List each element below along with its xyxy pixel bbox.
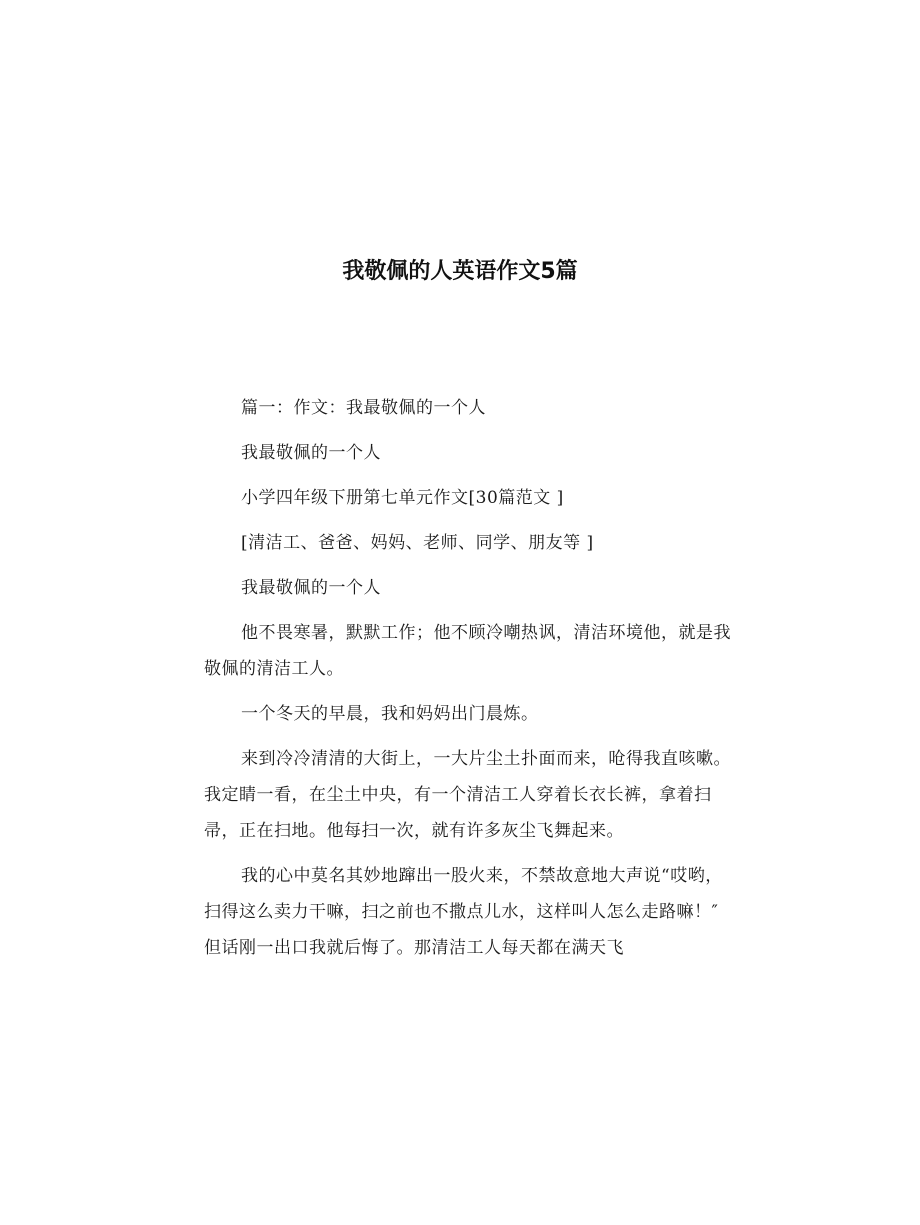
document-body xyxy=(204,390,740,975)
document-title: 我敬佩的人英语作文5篇 xyxy=(342,259,578,284)
paragraph-unit-info: 小学四年级下册第七单元作文[30篇范文 ] xyxy=(241,488,564,508)
paragraph-street: 来到冷冷清清的大街上，一大片尘土扑面而来，呛得我直咳嗽。我定睛一看，在尘土中央，有一个清洁工人穿着长衣长裤，拿着扫帚，正在扫地。他每扫一次，就有许多灰尘飞舞起来。 xyxy=(204,749,731,841)
paragraph-anger: 我的心中莫名其妙地蹿出一股火来，不禁故意地大声说“哎哟，扫得这么卖力干嘛，扫之前也不撒点儿水，这样叫人怎么走路嘛！″ 但话刚一出口我就后悔了。那清洁工人每天都在满天飞 xyxy=(204,866,723,958)
paragraph-essay-title: 我最敬佩的一个人 xyxy=(241,443,381,463)
paragraph-intro: 他不畏寒暑，默默工作；他不顾冷嘲热讽，清洁环境他，就是我敬佩的清洁工人。 xyxy=(204,623,731,679)
paragraph-essay-title-repeat: 我最敬佩的一个人 xyxy=(241,578,381,598)
paragraph-topic-list: [清洁工、爸爸、妈妈、老师、同学、朋友等 ] xyxy=(241,533,594,553)
paragraph-section-heading: 篇一：作文：我最敬佩的一个人 xyxy=(241,398,486,418)
paragraph-morning: 一个冬天的早晨，我和妈妈出门晨炼。 xyxy=(241,704,539,724)
